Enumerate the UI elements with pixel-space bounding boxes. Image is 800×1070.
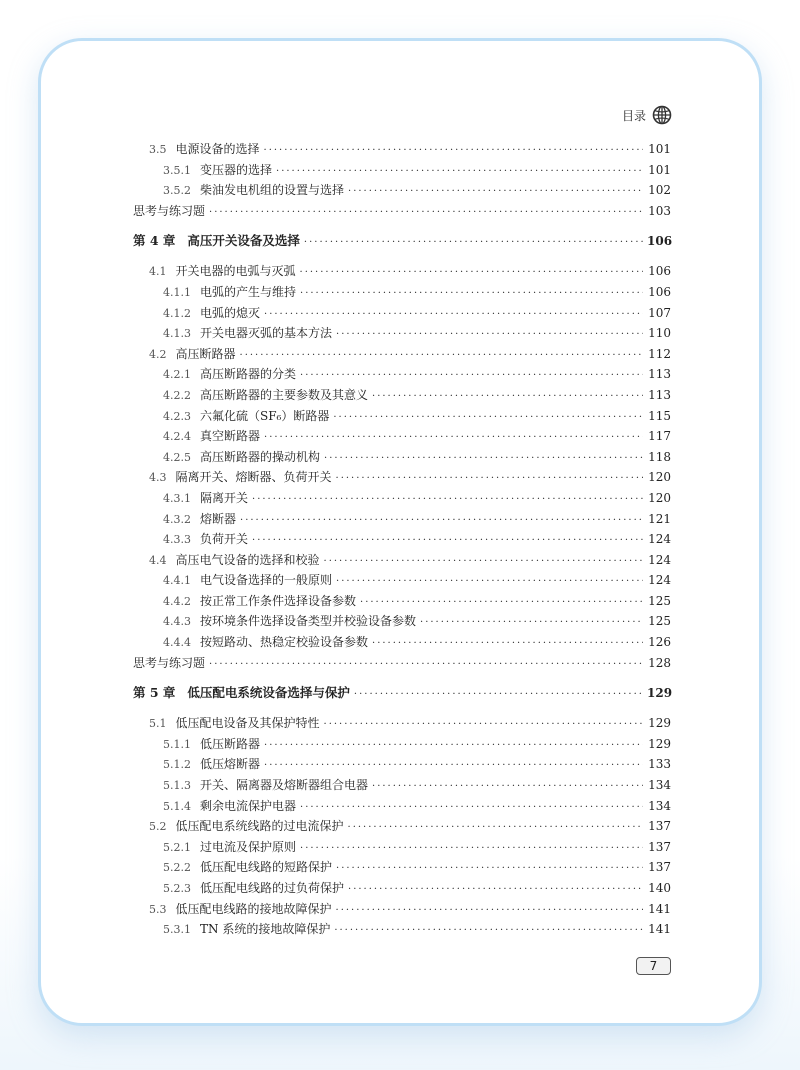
toc-entry-page: 113: [648, 387, 671, 402]
toc-leader-dots: [300, 288, 643, 299]
toc-entry: [133, 386, 671, 407]
toc-entry: [133, 592, 671, 613]
toc-entry: [133, 838, 671, 859]
toc-entry-title: TN 系统的接地故障保护: [200, 922, 331, 937]
toc-entry-number: 4.4.4: [163, 636, 191, 650]
toc-entry: [133, 510, 671, 531]
toc-leader-dots: [264, 760, 643, 771]
toc-entry-number: 4.3.3: [163, 533, 191, 547]
toc-entry-number: 5.1.1: [163, 737, 191, 751]
toc-entry-number: 第 4 章: [133, 233, 176, 249]
toc-entry-title: 熔断器: [200, 511, 237, 526]
toc-entry-page: 129: [648, 716, 671, 731]
toc-leader-dots: [372, 391, 643, 402]
toc-entry: [133, 262, 671, 283]
toc-entry-title: 低压配电线路的接地故障保护: [175, 901, 332, 916]
toc-leader-dots: [420, 617, 643, 628]
toc-leader-dots: [324, 719, 643, 730]
toc-entry-page: 106: [647, 234, 673, 249]
toc-entry-number: 4.4.2: [163, 594, 191, 608]
toc-entry: [133, 448, 671, 469]
toc-leader-dots: [300, 267, 643, 278]
toc-entry-number: 4.3.1: [163, 491, 191, 505]
toc-entry-page: 141: [648, 901, 671, 916]
toc-entry-title: 思考与练习题: [133, 655, 206, 670]
running-header: [622, 104, 672, 126]
toc-entry-page: 129: [647, 686, 673, 701]
toc-entry-title: 低压断路器: [200, 736, 261, 751]
toc-leader-dots: [336, 905, 643, 916]
toc-entry-page: 128: [648, 655, 671, 670]
toc-entry-title: 低压熔断器: [200, 757, 261, 772]
toc-leader-dots: [333, 412, 643, 423]
toc-leader-dots: [264, 145, 643, 156]
globe-icon: [652, 105, 672, 125]
toc-entry: [133, 633, 671, 654]
toc-leader-dots: [300, 370, 643, 381]
toc-entry-title: 高压断路器: [175, 346, 236, 361]
toc-leader-dots: [372, 638, 643, 649]
toc-leader-dots: [300, 843, 643, 854]
toc-entry-number: 5.2.2: [163, 861, 191, 875]
toc-entry: [133, 858, 671, 879]
toc-entry-page: 112: [648, 346, 671, 361]
toc-entry-title: 开关电器灭弧的基本方法: [200, 326, 333, 341]
toc-entry-number: 4.2.2: [163, 388, 191, 402]
toc-entry-page: 125: [648, 593, 671, 608]
toc-entry-title: 电气设备选择的一般原则: [200, 573, 333, 588]
toc-entry: [133, 879, 671, 900]
toc-entry-number: 4.4.1: [163, 574, 191, 588]
toc-entry-title: 高压电气设备的选择和校验: [175, 552, 320, 567]
toc-entry-title: 柴油发电机组的设置与选择: [200, 183, 345, 198]
toc-entry-title: 隔离开关、熔断器、负荷开关: [175, 470, 332, 485]
toc-leader-dots: [209, 659, 643, 670]
toc-entry-page: 120: [648, 490, 671, 505]
toc-entry-page: 137: [648, 860, 671, 875]
toc-leader-dots: [360, 597, 643, 608]
toc-entry-title: 电源设备的选择: [175, 142, 260, 156]
toc-entry-number: 4.3.2: [163, 512, 191, 526]
toc-leader-dots: [348, 186, 643, 197]
toc-leader-dots: [276, 166, 643, 177]
toc-entry-page: 141: [648, 922, 671, 937]
toc-entry: [133, 797, 671, 818]
toc-entry-title: 过电流及保护原则: [200, 839, 297, 854]
toc-entry: [133, 654, 671, 675]
toc-leader-dots: [252, 535, 643, 546]
toc-leader-dots: [324, 453, 643, 464]
toc-entry-number: 4.3: [149, 471, 167, 485]
toc-entry-page: 102: [648, 183, 671, 198]
toc-entry: [133, 365, 671, 386]
toc-entry: [133, 612, 671, 633]
toc-entry: [133, 161, 671, 182]
toc-entry-title: 负荷开关: [200, 532, 249, 547]
toc-leader-dots: [348, 884, 643, 895]
toc-entry-title: 六氟化硫（SF₆）断路器: [200, 408, 330, 423]
toc-entry-number: 4.4: [149, 553, 167, 567]
toc-entry: [133, 714, 671, 735]
toc-entry: [133, 776, 671, 797]
toc-entry-page: 118: [648, 449, 671, 464]
toc-leader-dots: [240, 515, 643, 526]
toc-entry-page: 133: [648, 757, 671, 772]
toc-entry-number: 4.2.4: [163, 430, 191, 444]
toc-entry-page: 124: [648, 552, 671, 567]
toc-chapter-entry: [133, 231, 671, 253]
toc-entry: [133, 283, 671, 304]
toc-leader-dots: [336, 329, 643, 340]
toc-entry-number: 3.5: [149, 143, 167, 156]
toc-entry-number: 4.2.5: [163, 450, 191, 464]
toc-entry-page: 101: [648, 162, 671, 177]
toc-entry-title: 按短路动、热稳定校验设备参数: [200, 635, 369, 650]
toc-entry: [133, 304, 671, 325]
toc-leader-dots: [336, 576, 643, 587]
toc-entry-number: 5.3.1: [163, 923, 191, 937]
toc-entry-number: 4.4.3: [163, 615, 191, 629]
toc-entry-page: 117: [648, 429, 671, 444]
toc-entry-title: 变压器的选择: [200, 162, 273, 177]
toc-entry-page: 126: [648, 635, 671, 650]
toc-entry-title: 高压断路器的分类: [200, 367, 297, 382]
toc-leader-dots: [264, 432, 643, 443]
toc-entry-title: 思考与练习题: [133, 203, 206, 218]
toc-leader-dots: [264, 740, 643, 751]
toc-entry: [133, 489, 671, 510]
toc-entry-page: 115: [648, 408, 671, 423]
toc-entry-title: 高压断路器的主要参数及其意义: [200, 387, 369, 402]
toc-entry-number: 5.1: [149, 717, 167, 731]
toc-entry-page: 120: [648, 470, 671, 485]
toc-entry-title: 真空断路器: [200, 429, 261, 444]
toc-entry: [133, 407, 671, 428]
toc-entry-title: 按环境条件选择设备类型并校验设备参数: [200, 614, 417, 629]
toc-entry-number: 5.1.3: [163, 779, 191, 793]
toc-entry-number: 5.2: [149, 820, 167, 834]
toc-entry: [133, 735, 671, 756]
toc-entry: [133, 324, 671, 345]
toc-entry-number: 第 5 章: [133, 685, 176, 701]
toc-leader-dots: [252, 494, 643, 505]
toc-entry: [133, 571, 671, 592]
toc-entry: [133, 530, 671, 551]
toc-entry: [133, 181, 671, 202]
toc-entry-title: 高压断路器的操动机构: [200, 449, 321, 464]
header-title: 目录: [621, 108, 646, 123]
toc-entry: [133, 345, 671, 366]
toc-leader-dots: [336, 863, 643, 874]
toc-entry: [133, 900, 671, 921]
toc-entry-title: 低压配电线路的短路保护: [200, 860, 333, 875]
toc-entry-number: 4.2: [149, 347, 167, 361]
toc-entry: [133, 468, 671, 489]
toc-leader-dots: [304, 237, 643, 248]
toc-entry: [133, 202, 671, 223]
toc-entry-page: 125: [648, 614, 671, 629]
toc-leader-dots: [240, 350, 643, 361]
toc-entry-page: 137: [648, 839, 671, 854]
toc-leader-dots: [348, 822, 643, 833]
toc-leader-dots: [336, 473, 643, 484]
toc-entry: [133, 140, 671, 161]
toc-entry-number: 4.1: [149, 265, 167, 279]
toc-entry-title: 剩余电流保护电器: [200, 798, 297, 813]
toc-leader-dots: [264, 309, 643, 320]
toc-leader-dots: [372, 781, 643, 792]
toc-entry-number: 4.1.3: [163, 327, 191, 341]
toc-entry-page: 121: [648, 511, 671, 526]
toc-entry-number: 5.1.2: [163, 758, 191, 772]
toc-entry-page: 134: [648, 798, 671, 813]
toc-entry: [133, 427, 671, 448]
toc-entry-page: 103: [648, 203, 671, 218]
toc-entry-number: 3.5.1: [163, 163, 191, 177]
toc-entry: [133, 551, 671, 572]
toc-leader-dots: [209, 207, 643, 218]
toc-entry-page: 124: [648, 573, 671, 588]
toc-entry-title: 电弧的熄灭: [200, 305, 261, 320]
toc-entry: [133, 755, 671, 776]
toc-entry-page: 124: [648, 532, 671, 547]
toc-entry-number: 4.1.2: [163, 306, 191, 320]
toc-entry-title: 隔离开关: [200, 490, 249, 505]
toc-entry: [133, 817, 671, 838]
toc-entry-title: 开关电器的电弧与灭弧: [175, 264, 296, 279]
toc-entry-title: 低压配电设备及其保护特性: [175, 716, 320, 731]
toc-entry-number: 5.1.4: [163, 799, 191, 813]
toc-entry-number: 4.2.1: [163, 368, 191, 382]
toc-entry-page: 106: [648, 284, 671, 299]
toc-entry-page: 106: [648, 264, 671, 279]
toc-entry-number: 5.2.1: [163, 840, 191, 854]
toc-entry-title: 低压配电线路的过负荷保护: [200, 881, 345, 895]
toc-entry-page: 134: [648, 778, 671, 793]
toc-entry-title: 开关、隔离器及熔断器组合电器: [200, 778, 369, 793]
toc-entry-number: 5.2.3: [163, 882, 191, 895]
toc-entry-page: 107: [648, 305, 671, 320]
toc-leader-dots: [334, 925, 643, 936]
table-of-contents: [133, 140, 671, 941]
toc-entry-title: 低压配电系统线路的过电流保护: [175, 819, 344, 834]
toc-entry-title: 电弧的产生与维持: [200, 284, 297, 299]
toc-leader-dots: [324, 556, 643, 567]
toc-entry: [133, 920, 671, 941]
toc-entry-number: 4.2.3: [163, 409, 191, 423]
toc-entry-number: 3.5.2: [163, 184, 191, 198]
toc-entry-page: 113: [648, 367, 671, 382]
toc-entry-number: 4.1.1: [163, 285, 191, 299]
toc-entry-page: 140: [648, 881, 671, 895]
toc-entry-number: 5.3: [149, 902, 167, 916]
toc-chapter-entry: [133, 683, 671, 705]
toc-entry-title: 高压开关设备及选择: [187, 233, 300, 249]
toc-leader-dots: [354, 689, 643, 700]
toc-entry-title: 按正常工作条件选择设备参数: [200, 593, 357, 608]
toc-leader-dots: [300, 802, 643, 813]
toc-entry-page: 129: [648, 736, 671, 751]
toc-entry-page: 137: [648, 819, 671, 834]
toc-entry-page: 110: [648, 326, 671, 341]
toc-entry-page: 101: [648, 142, 671, 156]
toc-entry-title: 低压配电系统设备选择与保护: [187, 685, 350, 701]
page-number-badge: 7: [636, 957, 671, 975]
